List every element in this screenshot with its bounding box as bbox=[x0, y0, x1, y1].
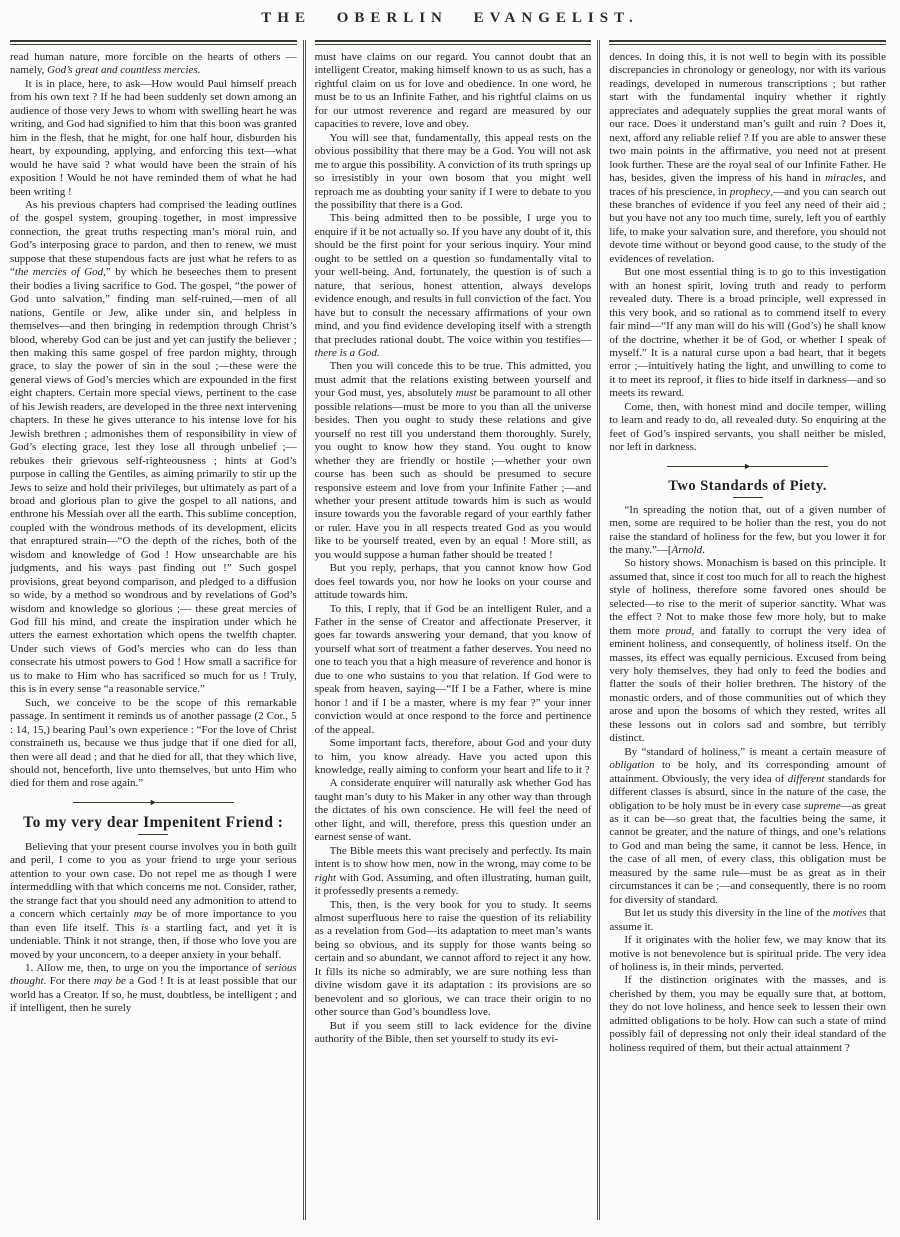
body-paragraph: If the distinction originates with the masses, and is cherished by them, you may be equally sure that, at bottom, they do not love holiness, and hence seek to lessen their own admitted obligations to be holy. How can such a state of mind possibly fail of depressing not only their ideal standard of the holiness required of them, but their actual attainment ? bbox=[609, 974, 886, 1054]
body-paragraph: read human nature, more forcible on the hearts of others —namely, God’s great and countless mercies. bbox=[10, 51, 297, 77]
body-paragraph: But you reply, perhaps, that you cannot know how God does feel towards you, nor how he looks on your course and attitude towards him. bbox=[314, 562, 592, 602]
body-paragraph: If it originates with the holier few, we may know that its motive is not benevolence but is spiritual pride. The very idea of holiness is, in their minds, perverted. bbox=[609, 934, 886, 973]
heading-underline-rule bbox=[733, 497, 763, 498]
masthead-title: THE OBERLIN EVANGELIST. bbox=[261, 10, 639, 26]
body-paragraph: Come, then, with honest mind and docile temper, willing to learn and ready to do, all revealed duty. So enquiring at the feet of God’s inspired servants, you shall neither be misled, nor left in darkness. bbox=[609, 400, 886, 454]
body-paragraph: This being admitted then to be possible, I urge you to enquire if it be not actually so. If you have any doubt of it, this should be the first point for your serious inquiry. Your mind ought to be settled on a question so fundamentally vital to your well-being. And, fortunately, the question is of such a nature, that serious, honest attention, always develops evidence enough, and results in full conviction of the fact. You have but to consult the necessary affirmations of your own mind, and you find evidence developing itself with a strength that precludes rational doubt. The voice within you testifies—there is a God. bbox=[314, 212, 592, 359]
body-paragraph: So history shows. Monachism is based on this principle. It assumed that, since it cost too much for all to reach the highest style of holiness, therefore some favored ones should be selected—to rise to the merit of superior sanctity. What was the effect ? Not to make those few more holy, but to make them more proud, and fatally to corrupt the very idea of eminent holiness, and consequently, of holiness itself. On the masses, its effect was equally pernicious. Excused from being very holy themselves, they had only to feed the bodies and flatter the souls of their holier brethren. The history of the monastic orders, and of those communities out of which they arose and upon the bosoms of which they rested, writes all these lessons out in colors sad and sombre, but terribly distinct. bbox=[609, 557, 886, 745]
body-paragraph: You will see that, fundamentally, this appeal rests on the obvious possibility that there may be a God. You will not ask me to argue this possibility. A conviction of its truth springs up so irresistibly in your own bosom that you might well reproach me as doubting your sanity if I were to debate to you the possibility that there is a God. bbox=[314, 131, 592, 211]
body-paragraph: This, then, is the very book for you to study. It seems almost superfluous here to raise the question of its reliability as a revelation from God—its adaptation to meet man’s wants being so obvious, and its supply for those wants being so certain and so abundant, we cannot afford to reject it any how. It fills its niche so admirably, we are sure nothing less than divine wisdom gave it its adaptation : its provisions are so benevolent and so glorious, we can trace their origin to no other source than God’s boundless love. bbox=[314, 898, 592, 1019]
divider-arrow-icon: ► bbox=[743, 461, 753, 472]
column-3 bbox=[597, 40, 892, 1220]
body-paragraph: Such, we conceive to be the scope of this remarkable passage. In sentiment it reminds us of another passage (2 Cor., 5 : 14, 15,) bearing Paul’s own experience : “For the love of Christ constraineth us, because we thus judge that if one died for all, then were all dead ; and that he died for all, that they which live, should not, henceforth, live unto themselves, but unto Him who died for them and rose again.” bbox=[10, 696, 297, 790]
body-paragraph: As his previous chapters had comprised the leading outlines of the gospel system, grouping together, in most impressive connection, the great truths respecting man’s moral ruin, and God’s interposing grace to pardon, and then to renew, we must suppose that these stupendous facts are just what he refers to as “the mercies of God,” by which he beseeches them to present their bodies a living sacrifice to God. The gospel, “the power of God unto salvation,” finding man self-ruined,—men of all nations, Gentile or Jew, alike under sin, and helpless in themselves—and then bringing in redemption through Christ’s blood, whereby God can be just and yet can justify the believer ; then making this same gospel of free pardon mighty, through grace, to slay the power of sin in the soul ;—these were the general views of God’s mercies which are expounded in the first eight chapters. Certain more special views, pertinent to the case of his Jewish readers, are developed in the three next intervening chapters. In these he gives utterance to his intense love for his Jewish brethren ; admonishes them of responsibility in view of God’s electing grace, lest they lose all through unbelief ;—rebukes their grievous self-righteousness ; hints at God’s purpose in calling the Gentiles, as aiming primarily to stir up the Jews to seize and hold their privileges, but ultimately as part of a broad and glorious plan to give the gospel to all nations, and enthrone his Messiah over all the earth. This sublime conception, coupled with the wondrous methods of its development, elicits that enraptured strain—“O the depth of the riches, both of the wisdom and knowledge of God ! How unsearchable are his judgments, and his ways past finding out !” Such gospel provisions, great beyond comparison, and pledged to a diffusion so wide, by a method so wondrous and by revelations of God’s wisdom and knowledge so glorious ;— these great mercies of God fill his mind, and create the inspiration under which he utters the earnest exhortation which opens the twelfth chapter. Under such views of God’s mercies who can do less than consecrate his utmost powers to God ! How small a sacrifice for us to make to Him who has sacrificed so much for us ! Truly, this is in every sense “a reasonable service.” bbox=[10, 198, 297, 696]
body-paragraph: Some important facts, therefore, about God and your duty to him, you know already. Have you acted upon this knowledge, really aiming to conform your heart and life to it ? bbox=[314, 737, 592, 777]
body-paragraph: A considerate enquirer will naturally ask whether God has taught man’s duty to his Maker in any other way than through the dictates of his own conscience. He will feel the need of other light, and will, therefore, press this question under an earnest sense of want. bbox=[314, 777, 592, 844]
divider-arrow-icon: ► bbox=[148, 797, 158, 808]
column-1 bbox=[8, 40, 303, 1220]
section-divider-ornament bbox=[609, 459, 886, 475]
body-paragraph: Believing that your present course involves you in both guilt and peril, I come to you as your friend to urge your serious attention to your own case. Do not repel me as though I were intermeddling with that which concerns me not. Consider, rather, the strange fact that you should need any admonition to attend to a concern which certainly may be of more importance to you than even life itself. This is a startling fact, and yet it is undeniable. Think it not strange, then, if those who love you are moved by your unconcern, to a deeper anxiety in your behalf. bbox=[10, 840, 297, 961]
column-top-rule bbox=[315, 40, 592, 45]
column-container bbox=[8, 40, 892, 1220]
heading-underline-rule bbox=[138, 834, 168, 835]
body-paragraph: Then you will concede this to be true. This admitted, you must admit that the relations existing between yourself and your God must, yes, absolutely must be paramount to all other possible relations—must be more to you than all the universe besides. Then you ought to study these relations and give yourself no rest till you understand them thoroughly. Surely, you ought to know how they stand. You ought to know whether they are friendly or hostile ;—whether your own course has been such as should be presumed to secure responsive esteem and love from your Infinite Father ;—and whether your present attitude towards him is such as would insure towards you the favorable regard of your earthly father or ruler. Have you in all respects treated God as you would like to be yourself treated, even by an equal ! More still, as you would suppose a human father should be treated ! bbox=[314, 360, 592, 561]
body-paragraph: “In spreading the notion that, out of a given number of men, some are required to be holier than the rest, you do not raise the standard of holiness for the few, but you lower it for the many.”—[Arnold. bbox=[609, 503, 886, 556]
body-paragraph: But one most essential thing is to go to this investigation with an honest spirit, loving truth and ready to perform revealed duty. There is a broad principle, well expressed in this very book, and so rational as to commend itself to every fair mind—“If any man will do his will (God’s) he shall know of the doctrine, whether it be of God, or whether I speak of myself.” It is a natural curse upon a bad heart, that it begets error ;—intuitively hating the light, and unwilling to come to it to meet its reproof, it flies to hide itself in darkness—and so meets its reward. bbox=[609, 266, 886, 400]
column-top-rule bbox=[609, 40, 886, 45]
body-paragraph: 1. Allow me, then, to urge on you the importance of serious thought. For there may be a God ! It is at least possible that our world has a Creator. If so, he must, doubtless, be intelligent ; and if intelligent, then he surely bbox=[10, 962, 297, 1015]
divider-line bbox=[667, 466, 745, 467]
body-paragraph: dences. In doing this, it is not well to begin with its possible discrepancies in chronology or geneology, nor with its various readings, developed in numerous transcriptions ; but rather start with the fundamental inquiry whether it rightly appreciates and adequately supplies the great moral wants of our race. Does it understand man’s guilt and ruin ? Does it, next, afford any reliable relief ? If you are able to answer these two main points in the affirmative, you need not at present look further. These are the royal seal of our Infinite Father. He has, besides, given the impress of his hand in miracles, and traces of his prescience, in prophecy,—and you can search out these branches of evidence if you feel any need of their aid ; but you have not any too much time, surely, left you of earthly life, to make your salvation sure, and therefore, you should not devote time without or beyond good cause, to the study of the evidences of revelation. bbox=[609, 51, 886, 265]
body-paragraph: But let us study this diversity in the line of the motives that assume it. bbox=[609, 907, 886, 933]
divider-line bbox=[750, 466, 828, 467]
body-paragraph: The Bible meets this want precisely and perfectly. Its main intent is to show how men, now in the wrong, may come to be right with God. Assuming, and often illustrating, human guilt, it professedly presents a remedy. bbox=[314, 844, 592, 898]
body-paragraph: To this, I reply, that if God be an intelligent Ruler, and a Father in the sense of Creator and affectionate Preserver, it goes far towards answering your demand, that you know of yourself what sort of treatment a father deserves. You need no one to teach you that a high measure of reverence and honor is due to one who sustains to you that relation. If God were to speak from heaven, saying—“If I be a Father, where is mine honor ! and if I be a master, where is my fear ?” your inner conviction would at once respond to the force and pertinence of the appeal. bbox=[314, 602, 592, 736]
body-paragraph: By “standard of holiness,” is meant a certain measure of obligation to be holy, and its corresponding amount of attainment. Obviously, the very idea of different standards for different classes is absurd, since in the nature of the case, the obligation to be holy must be in every case supreme—as great as it can be—so great that, the faculties being the same, it cannot be greater, and the nature of things, and one’s relations to God and man being the same, it cannot be less. Hence, in the case of all men, of every class, this obligation must be measured by the same rule—must be as great as in their circumstances it can be ;—and consequently, there is no room for diversity of standard. bbox=[609, 745, 886, 906]
article-heading: To my very dear Impenitent Friend : bbox=[23, 813, 284, 831]
body-paragraph: must have claims on our regard. You cannot doubt that an intelligent Creator, making himself known to us as such, has a rightful claim on us for love and obedience. In one word, he must be to us an Infinite Father, and his rightful claims on us for our utmost reverence and regard are measured by our capacities to revere, love and obey. bbox=[314, 51, 592, 131]
divider-line bbox=[156, 802, 234, 803]
article-heading: Two Standards of Piety. bbox=[668, 477, 827, 494]
column-top-rule bbox=[10, 40, 297, 45]
divider-line bbox=[73, 802, 151, 803]
section-divider-ornament bbox=[10, 795, 297, 811]
body-paragraph: It is in place, here, to ask—How would Paul himself preach from his own text ? If he had been suddenly set down among an audience of those very Jews to whom with swelling heart he was writing, and God had signified to him that this boon was granted him in the flesh, that he might, for one half hour, disburden his heart, by expounding, applying, and enforcing this text—what would he have said ? what would have been the strain of his exposition ! Would he not have reminded them of what he had been writing ! bbox=[10, 77, 297, 198]
column-2 bbox=[303, 40, 598, 1220]
body-paragraph: But if you seem still to lack evidence for the divine authority of the Bible, then set yourself to study its evi- bbox=[314, 1019, 592, 1046]
